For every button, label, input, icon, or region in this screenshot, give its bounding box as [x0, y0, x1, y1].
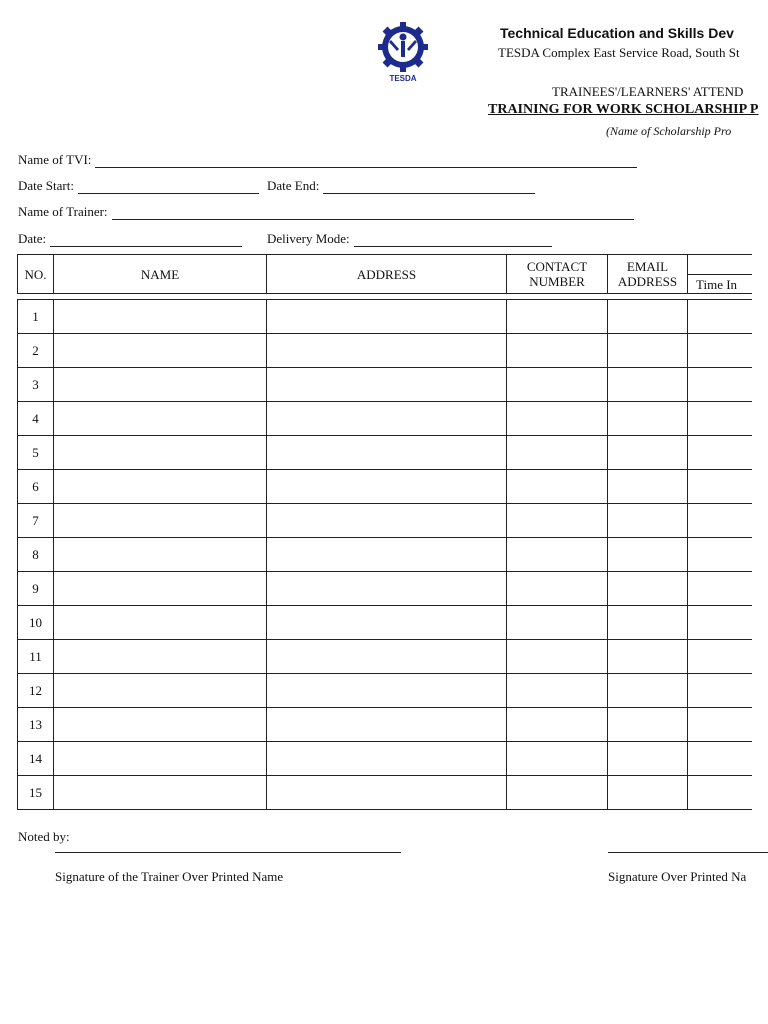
program-title: TRAINING FOR WORK SCHOLARSHIP P — [488, 102, 759, 117]
date-start-input-line[interactable] — [78, 181, 259, 194]
time-in-cell[interactable] — [688, 334, 752, 368]
table-row — [18, 334, 752, 368]
header-attendance-group — [688, 255, 752, 275]
tvi-label: Name of TVI: — [18, 152, 92, 167]
table-row — [18, 300, 752, 334]
address-cell[interactable] — [267, 436, 507, 470]
email-cell[interactable] — [608, 606, 688, 640]
header-email-line1: EMAIL — [626, 259, 669, 274]
header-no: NO. — [18, 255, 54, 294]
table-row — [18, 504, 752, 538]
header-time-in: Time In — [688, 275, 752, 294]
address-cell[interactable] — [267, 504, 507, 538]
table-row — [18, 470, 752, 504]
email-cell[interactable] — [608, 742, 688, 776]
date-start-label: Date Start: — [18, 178, 74, 193]
trainer-field — [18, 204, 634, 220]
row-number: 15 — [18, 776, 54, 810]
contact-cell[interactable] — [507, 368, 608, 402]
name-cell[interactable] — [54, 470, 267, 504]
time-in-cell[interactable] — [688, 300, 752, 334]
contact-cell[interactable] — [507, 436, 608, 470]
table-row — [18, 436, 752, 470]
row-number: 6 — [18, 470, 54, 504]
address-cell[interactable] — [267, 334, 507, 368]
email-cell[interactable] — [608, 538, 688, 572]
time-in-cell[interactable] — [688, 742, 752, 776]
contact-cell[interactable] — [507, 708, 608, 742]
date-end-label: Date End: — [267, 178, 320, 193]
date-end-field — [267, 178, 535, 194]
email-cell[interactable] — [608, 300, 688, 334]
time-in-cell[interactable] — [688, 776, 752, 810]
contact-cell[interactable] — [507, 402, 608, 436]
contact-cell[interactable] — [507, 640, 608, 674]
row-number: 5 — [18, 436, 54, 470]
form-title: TRAINEES'/LEARNERS' ATTEND — [552, 84, 744, 99]
logo-wordmark: TESDA — [389, 74, 417, 83]
name-cell[interactable] — [54, 640, 267, 674]
delivery-mode-label: Delivery Mode: — [267, 231, 350, 246]
address-cell[interactable] — [267, 402, 507, 436]
contact-cell[interactable] — [507, 470, 608, 504]
header-name: NAME — [54, 255, 267, 294]
header-email-address — [608, 255, 688, 294]
email-cell[interactable] — [608, 470, 688, 504]
name-cell[interactable] — [54, 742, 267, 776]
trainer-label: Name of Trainer: — [18, 204, 108, 219]
address-cell[interactable] — [267, 572, 507, 606]
tvi-input-line[interactable] — [95, 155, 637, 168]
table-row — [18, 402, 752, 436]
row-number: 8 — [18, 538, 54, 572]
name-cell[interactable] — [54, 504, 267, 538]
date-end-input-line[interactable] — [323, 181, 535, 194]
noted-by-label: Noted by: — [18, 829, 70, 844]
table-row — [18, 742, 752, 776]
delivery-mode-field — [267, 231, 552, 247]
email-cell[interactable] — [608, 368, 688, 402]
address-cell[interactable] — [267, 708, 507, 742]
name-cell[interactable] — [54, 334, 267, 368]
email-cell[interactable] — [608, 674, 688, 708]
date-input-line[interactable] — [50, 234, 242, 247]
name-cell[interactable] — [54, 776, 267, 810]
time-in-cell[interactable] — [688, 640, 752, 674]
header-contact-number — [507, 255, 608, 294]
name-cell[interactable] — [54, 708, 267, 742]
address-cell[interactable] — [267, 742, 507, 776]
contact-cell[interactable] — [507, 572, 608, 606]
contact-cell[interactable] — [507, 538, 608, 572]
row-number: 12 — [18, 674, 54, 708]
organization-address: TESDA Complex East Service Road, South St — [498, 45, 740, 60]
contact-cell[interactable] — [507, 776, 608, 810]
header-address: ADDRESS — [267, 255, 507, 294]
date-start-field — [18, 178, 259, 194]
table-row — [18, 606, 752, 640]
contact-cell[interactable] — [507, 674, 608, 708]
row-number: 7 — [18, 504, 54, 538]
organization-name: Technical Education and Skills Dev — [500, 25, 734, 41]
row-number: 3 — [18, 368, 54, 402]
trainer-signature-line[interactable] — [55, 852, 401, 853]
row-number: 13 — [18, 708, 54, 742]
name-cell[interactable] — [54, 402, 267, 436]
row-number: 4 — [18, 402, 54, 436]
trainer-signature-label: Signature of the Trainer Over Printed Name — [55, 869, 284, 884]
address-cell[interactable] — [267, 538, 507, 572]
row-number: 10 — [18, 606, 54, 640]
time-in-cell[interactable] — [688, 708, 752, 742]
name-cell[interactable] — [54, 538, 267, 572]
email-cell[interactable] — [608, 334, 688, 368]
address-cell[interactable] — [267, 470, 507, 504]
time-in-cell[interactable] — [688, 368, 752, 402]
address-cell[interactable] — [267, 606, 507, 640]
table-row — [18, 776, 752, 810]
time-in-cell[interactable] — [688, 572, 752, 606]
email-cell[interactable] — [608, 640, 688, 674]
table-row — [18, 640, 752, 674]
email-cell[interactable] — [608, 402, 688, 436]
row-number: 14 — [18, 742, 54, 776]
delivery-mode-input-line[interactable] — [354, 234, 552, 247]
tvi-field — [18, 152, 637, 168]
address-cell[interactable] — [267, 674, 507, 708]
time-in-cell[interactable] — [688, 674, 752, 708]
header-contact-line2: NUMBER — [529, 274, 585, 289]
table-row — [18, 674, 752, 708]
row-number: 11 — [18, 640, 54, 674]
email-cell[interactable] — [608, 776, 688, 810]
contact-cell[interactable] — [507, 742, 608, 776]
row-number: 2 — [18, 334, 54, 368]
time-in-cell[interactable] — [688, 504, 752, 538]
time-in-cell[interactable] — [688, 436, 752, 470]
email-cell[interactable] — [608, 572, 688, 606]
table-row — [18, 368, 752, 402]
name-cell[interactable] — [54, 606, 267, 640]
program-note: (Name of Scholarship Pro — [606, 124, 732, 138]
time-in-cell[interactable] — [688, 470, 752, 504]
name-cell[interactable] — [54, 572, 267, 606]
header-contact-line1: CONTACT — [526, 259, 588, 274]
address-cell[interactable] — [267, 300, 507, 334]
header-email-line2: ADDRESS — [617, 274, 678, 289]
row-number: 1 — [18, 300, 54, 334]
table-row — [18, 572, 752, 606]
contact-cell[interactable] — [507, 334, 608, 368]
time-in-cell[interactable] — [688, 402, 752, 436]
right-signature-label: Signature Over Printed Na — [608, 869, 747, 884]
tesda-logo — [376, 20, 430, 84]
trainer-input-line[interactable] — [112, 207, 634, 220]
email-cell[interactable] — [608, 708, 688, 742]
date-field — [18, 231, 242, 247]
attendance-table — [17, 254, 752, 810]
name-cell[interactable] — [54, 300, 267, 334]
contact-cell[interactable] — [507, 300, 608, 334]
name-cell[interactable] — [54, 368, 267, 402]
time-in-cell[interactable] — [688, 606, 752, 640]
table-row — [18, 538, 752, 572]
right-signature-line[interactable] — [608, 852, 768, 853]
email-cell[interactable] — [608, 504, 688, 538]
time-in-cell[interactable] — [688, 538, 752, 572]
contact-cell[interactable] — [507, 606, 608, 640]
contact-cell[interactable] — [507, 504, 608, 538]
name-cell[interactable] — [54, 674, 267, 708]
table-row — [18, 708, 752, 742]
row-number: 9 — [18, 572, 54, 606]
name-cell[interactable] — [54, 436, 267, 470]
address-cell[interactable] — [267, 776, 507, 810]
address-cell[interactable] — [267, 368, 507, 402]
email-cell[interactable] — [608, 436, 688, 470]
address-cell[interactable] — [267, 640, 507, 674]
date-label: Date: — [18, 231, 47, 246]
